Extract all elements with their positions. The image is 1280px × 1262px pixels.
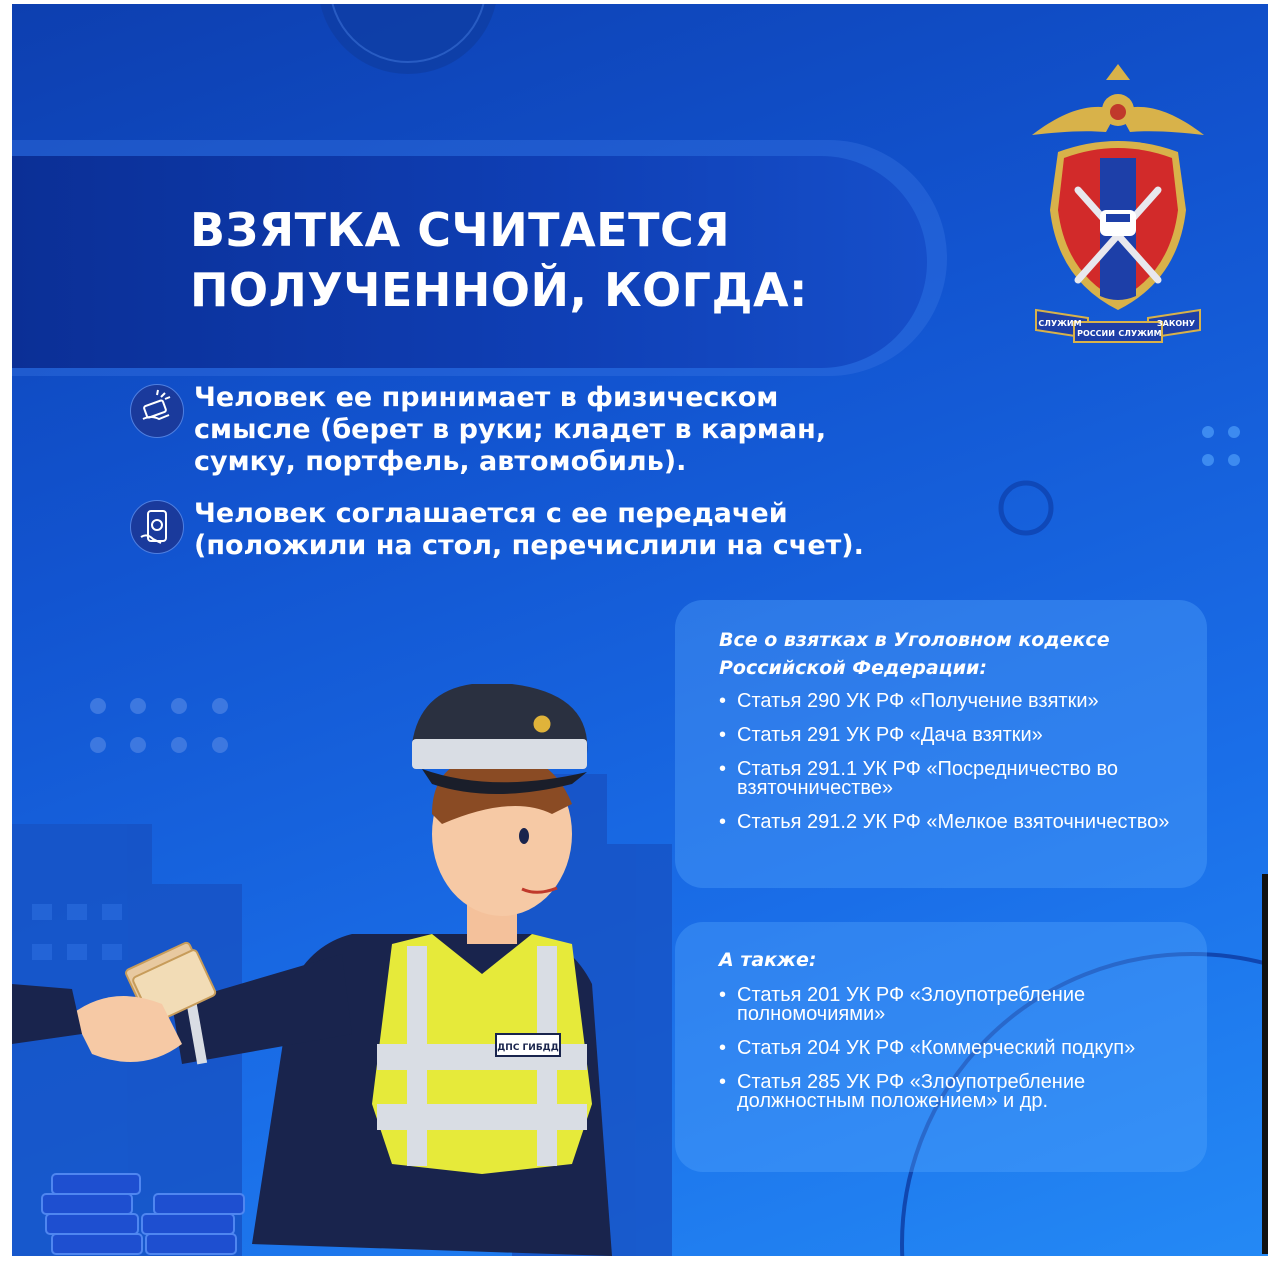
list-item: • Статья 290 УК РФ «Получение взятки»: [719, 692, 1199, 711]
phone-payment-icon: [130, 500, 184, 554]
ribbon-word: СЛУЖИМ: [1038, 319, 1082, 328]
ribbon-word: СЛУЖИМ: [1118, 329, 1162, 338]
criminal-code-card: [675, 600, 1207, 888]
also-card: [675, 922, 1207, 1172]
vest-badge: ДПС ГИБДД: [497, 1043, 559, 1053]
list-item: • Статья 291.2 УК РФ «Мелкое взяточничество»: [719, 813, 1199, 832]
condition-text-2: Человек соглашается с ее передачей (положили на стол, перечислили на счет).: [194, 498, 864, 561]
ribbon-word: РОССИИ: [1077, 329, 1115, 338]
criminal-code-card-title: Все о взятках в Уголовном кодексе Российской Федерации:: [719, 629, 1110, 679]
condition-text-1: Человек ее принимает в физическом смысле (берет в руки; кладет в карман, сумку, портфель, автомобиль).: [194, 382, 827, 477]
also-list: [719, 986, 1199, 1126]
list-item: • Статья 291 УК РФ «Дача взятки»: [719, 726, 1199, 745]
poster: [12, 4, 1268, 1256]
list-item: • Статья 291.1 УК РФ «Посредничество во взяточничестве»: [719, 760, 1199, 798]
list-item: • Статья 204 УК РФ «Коммерческий подкуп»: [719, 1039, 1199, 1058]
ribbon-word: ЗАКОНУ: [1156, 319, 1196, 328]
also-card-title: А также:: [719, 949, 817, 971]
police-emblem-icon: [1028, 60, 1208, 350]
list-item: • Статья 201 УК РФ «Злоупотребление полномочиями»: [719, 986, 1199, 1024]
criminal-code-list: [719, 692, 1199, 847]
list-item: • Статья 285 УК РФ «Злоупотребление должностным положением» и др.: [719, 1073, 1199, 1111]
page-title: ВЗЯТКА СЧИТАЕТСЯ ПОЛУЧЕННОЙ, КОГДА:: [190, 203, 808, 317]
officer-illustration: [12, 684, 672, 1256]
hand-money-icon: [130, 384, 184, 438]
